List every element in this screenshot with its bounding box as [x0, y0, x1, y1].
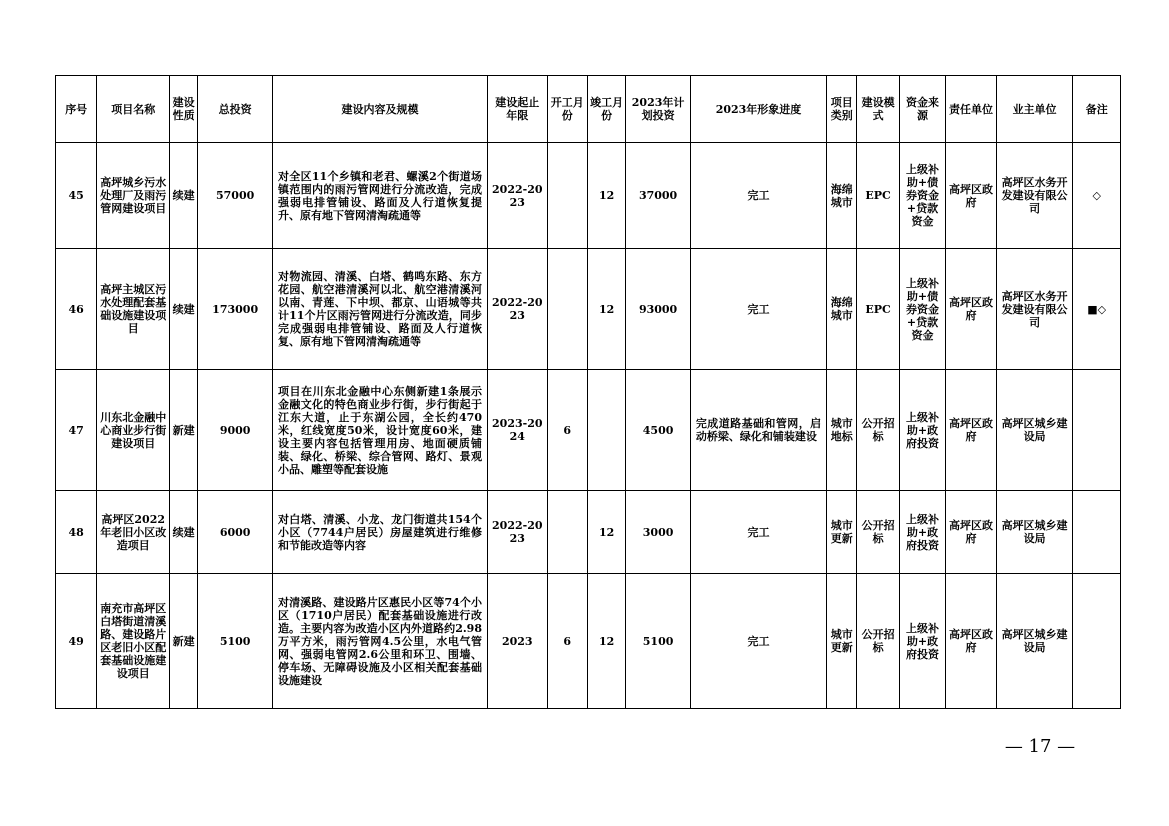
cell-mode: EPC: [857, 143, 899, 249]
header-owner: 业主单位: [996, 76, 1073, 143]
header-nature: 建设性质: [170, 76, 198, 143]
table-row: [56, 143, 1121, 249]
cell-responsible: 高坪区政府: [946, 143, 996, 249]
cell-period: 2022-2023: [488, 249, 548, 370]
cell-fund-source: 上级补助+政府投资: [899, 491, 945, 574]
project-table: [55, 75, 1121, 709]
cell-period: 2023-2024: [488, 370, 548, 491]
header-mode: 建设模式: [857, 76, 899, 143]
cell-progress-2023: 完工: [690, 491, 826, 574]
cell-content: 对全区11个乡镇和老君、螺溪2个街道场镇范围内的雨污管网进行分流改造，完成强弱电排管铺设、路面及人行道恢复提升、原有地下管网清淘疏通等: [272, 143, 487, 249]
header-progress-2023: 2023年形象进度: [690, 76, 826, 143]
cell-content: 项目在川东北金融中心东侧新建1条展示金融文化的特色商业步行街，步行街起于江东大道，止于东湖公园，全长约470米，红线宽度50米，设计宽度60米，建设主要内容包括管理用房、地面硬质铺装、绿化、桥梁、综合管网、路灯、景观小品、雕塑等配套设施: [272, 370, 487, 491]
page-number: — 17 —: [1004, 736, 1076, 757]
cell-period: 2022-2023: [488, 143, 548, 249]
cell-responsible: 高坪区政府: [946, 574, 996, 709]
cell-start-month: 6: [547, 574, 587, 709]
header-end-month: 竣工月份: [587, 76, 625, 143]
header-responsible: 责任单位: [946, 76, 996, 143]
cell-seq: 46: [56, 249, 97, 370]
table-row: [56, 370, 1121, 491]
cell-category: 海绵城市: [827, 249, 857, 370]
cell-owner: 高坪区城乡建设局: [996, 370, 1073, 491]
cell-owner: 高坪区水务开发建设有限公司: [996, 143, 1073, 249]
cell-investment: 9000: [198, 370, 273, 491]
cell-end-month: [587, 370, 625, 491]
cell-progress-2023: 完工: [690, 249, 826, 370]
cell-seq: 48: [56, 491, 97, 574]
cell-end-month: 12: [587, 143, 625, 249]
cell-plan-2023: 37000: [626, 143, 691, 249]
cell-investment: 6000: [198, 491, 273, 574]
cell-start-month: [547, 491, 587, 574]
table-row: [56, 574, 1121, 709]
cell-owner: 高坪区水务开发建设有限公司: [996, 249, 1073, 370]
header-content: 建设内容及规模: [272, 76, 487, 143]
cell-start-month: 6: [547, 370, 587, 491]
header-investment: 总投资: [198, 76, 273, 143]
cell-end-month: 12: [587, 574, 625, 709]
cell-nature: 续建: [170, 491, 198, 574]
cell-remarks: [1073, 370, 1121, 491]
cell-name: 川东北金融中心商业步行街建设项目: [97, 370, 170, 491]
header-category: 项目类别: [827, 76, 857, 143]
cell-responsible: 高坪区政府: [946, 491, 996, 574]
cell-start-month: [547, 143, 587, 249]
cell-remarks: [1073, 491, 1121, 574]
header-remarks: 备注: [1073, 76, 1121, 143]
cell-category: 城市地标: [827, 370, 857, 491]
cell-end-month: 12: [587, 249, 625, 370]
cell-mode: 公开招标: [857, 370, 899, 491]
header-seq: 序号: [56, 76, 97, 143]
cell-progress-2023: 完工: [690, 574, 826, 709]
cell-plan-2023: 93000: [626, 249, 691, 370]
cell-content: 对白塔、清溪、小龙、龙门街道共154个小区（7744户居民）房屋建筑进行维修和节能改造等内容: [272, 491, 487, 574]
cell-category: 城市更新: [827, 491, 857, 574]
cell-seq: 45: [56, 143, 97, 249]
header-name: 项目名称: [97, 76, 170, 143]
cell-investment: 57000: [198, 143, 273, 249]
cell-remarks: ■◇: [1073, 249, 1121, 370]
header-period: 建设起止年限: [488, 76, 548, 143]
cell-nature: 续建: [170, 143, 198, 249]
cell-responsible: 高坪区政府: [946, 249, 996, 370]
cell-seq: 49: [56, 574, 97, 709]
cell-category: 海绵城市: [827, 143, 857, 249]
cell-name: 南充市高坪区白塔街道清溪路、建设路片区老旧小区配套基础设施建设项目: [97, 574, 170, 709]
cell-nature: 新建: [170, 574, 198, 709]
header-plan-2023: 2023年计划投资: [626, 76, 691, 143]
cell-mode: EPC: [857, 249, 899, 370]
cell-remarks: ◇: [1073, 143, 1121, 249]
cell-seq: 47: [56, 370, 97, 491]
cell-plan-2023: 5100: [626, 574, 691, 709]
cell-fund-source: 上级补助+政府投资: [899, 370, 945, 491]
cell-owner: 高坪区城乡建设局: [996, 491, 1073, 574]
cell-period: 2023: [488, 574, 548, 709]
header-fund-source: 资金来源: [899, 76, 945, 143]
cell-remarks: [1073, 574, 1121, 709]
cell-plan-2023: 4500: [626, 370, 691, 491]
cell-fund-source: 上级补助+债券资金+贷款资金: [899, 249, 945, 370]
cell-content: 对清溪路、建设路片区惠民小区等74个小区（1710户居民）配套基础设施进行改造。主要内容为改造小区内外道路约2.98万平方米，雨污管网4.5公里，水电气管网、强弱电管网2.6公里和环卫、围墙、停车场、无障碍设施及小区相关配套基础设施建设: [272, 574, 487, 709]
table-row: [56, 249, 1121, 370]
cell-nature: 新建: [170, 370, 198, 491]
cell-end-month: 12: [587, 491, 625, 574]
cell-nature: 续建: [170, 249, 198, 370]
header-start-month: 开工月份: [547, 76, 587, 143]
cell-owner: 高坪区城乡建设局: [996, 574, 1073, 709]
cell-name: 高坪主城区污水处理配套基础设施建设项目: [97, 249, 170, 370]
cell-content: 对物流园、清溪、白塔、鹤鸣东路、东方花园、航空港清溪河以北、航空港清溪河以南、青莲、下中坝、都京、山语城等共计11个片区雨污管网进行分流改造，同步完成强弱电排管铺设、路面及人行道恢复、原有地下管网清淘疏通等: [272, 249, 487, 370]
cell-progress-2023: 完工: [690, 143, 826, 249]
cell-investment: 5100: [198, 574, 273, 709]
cell-mode: 公开招标: [857, 491, 899, 574]
cell-fund-source: 上级补助+债券资金+贷款资金: [899, 143, 945, 249]
cell-name: 高坪区2022年老旧小区改造项目: [97, 491, 170, 574]
cell-mode: 公开招标: [857, 574, 899, 709]
cell-responsible: 高坪区政府: [946, 370, 996, 491]
cell-start-month: [547, 249, 587, 370]
cell-plan-2023: 3000: [626, 491, 691, 574]
cell-category: 城市更新: [827, 574, 857, 709]
cell-period: 2022-2023: [488, 491, 548, 574]
cell-investment: 173000: [198, 249, 273, 370]
cell-fund-source: 上级补助+政府投资: [899, 574, 945, 709]
table-row: [56, 491, 1121, 574]
cell-progress-2023: 完成道路基础和管网，启动桥梁、绿化和铺装建设: [690, 370, 826, 491]
cell-name: 高坪城乡污水处理厂及雨污管网建设项目: [97, 143, 170, 249]
table-header-row: [56, 76, 1121, 143]
